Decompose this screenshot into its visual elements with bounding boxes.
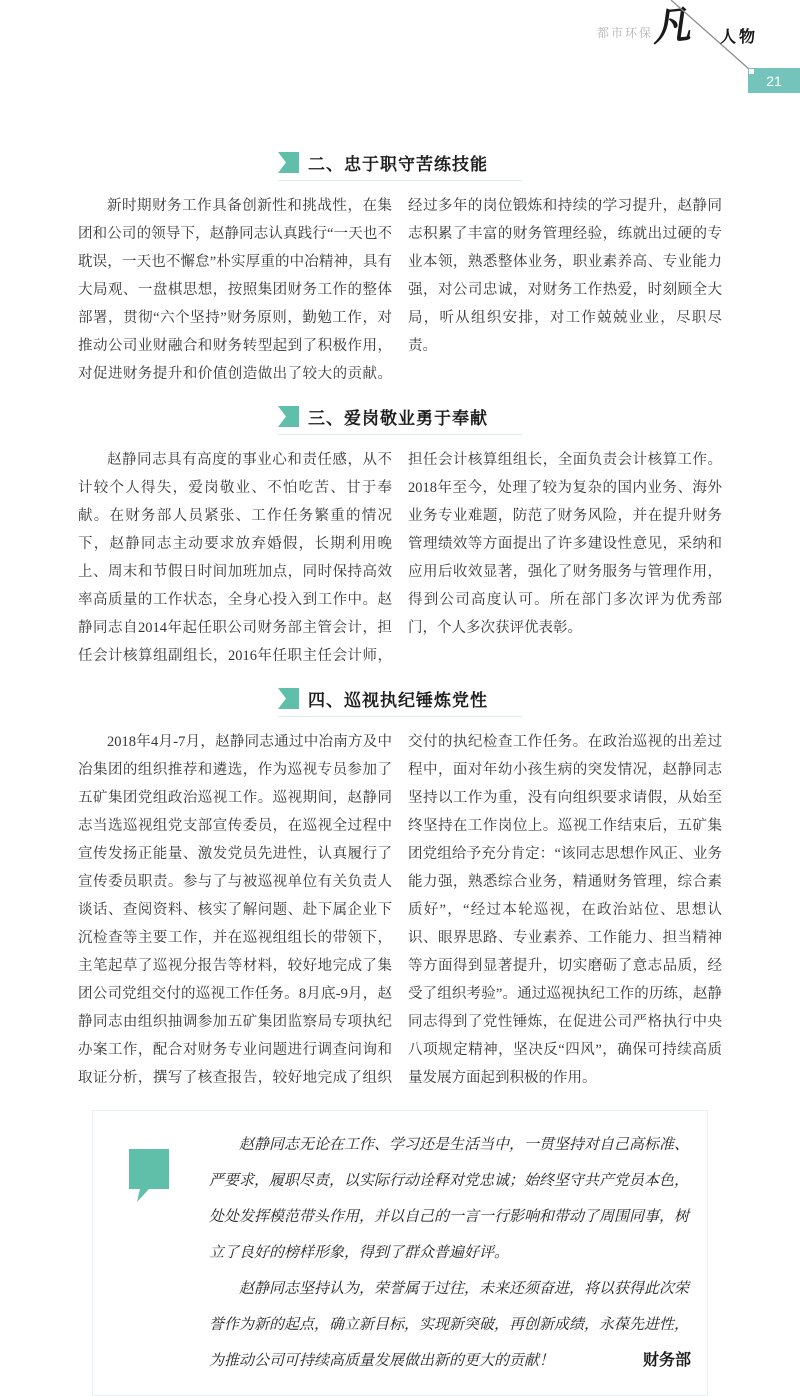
- heading-flag-icon: [278, 152, 299, 173]
- section-title: 四、巡视执纪锤炼党性: [308, 691, 488, 710]
- speech-bubble-icon: [129, 1149, 173, 1205]
- quote-signature: 财务部: [642, 1352, 691, 1369]
- quote-paragraph: 赵静同志坚持认为，荣誉属于过往，未来还须奋进，将以获得此次荣誉作为新的起点，确立新目标，实现新突破，再创新成绩，永葆先进性，为推动公司可持续高质量发展做出新的更大的贡献！: [209, 1281, 690, 1369]
- heading-flag-icon: [278, 406, 299, 427]
- section-heading: [278, 686, 522, 717]
- quote-paragraph: 赵静同志无论在工作、学习还是生活当中，一贯坚持对自己高标准、严要求，履职尽责，以实际行动诠释对党忠诚；始终坚守共产党员本色，处处发挥模范带头作用，并以自己的一言一行影响和带动了周围同事，树立了良好的榜样形象，得到了群众普遍好评。: [209, 1137, 690, 1261]
- section-paragraph: 新时期财务工作具备创新性和挑战性，在集团和公司的领导下，赵静同志认真践行“一天也不耽误，一天也不懈怠”朴实厚重的中冶精神，具有大局观、一盘棋思想，按照集团财务工作的整体部署，贯彻“六个坚持”财务原则，勤勉工作，对推动公司业财融合和财务转型起到了积极作用，对促进财务提升和价值创造做出了较大的贡献。经过多年的岗位锻炼和持续的学习提升，赵静同志积累了丰富的财务管理经验，练就出过硬的专业本领，熟悉整体业务，职业素养高、专业能力强，对公司忠诚，对财务工作热爱，时刻顾全大局，听从组织安排，对工作兢兢业业，尽职尽责。: [78, 198, 722, 382]
- section-heading: [278, 404, 522, 435]
- section-heading: [278, 150, 522, 181]
- page-header: [0, 0, 800, 100]
- section-text-columns: [78, 446, 722, 670]
- calligraphy-fan-glyph: 凡: [649, 4, 693, 50]
- section-paragraph: 赵静同志具有高度的事业心和责任感，从不计较个人得失，爱岗敬业、不怕吃苦、甘于奉献。在财务部人员紧张、工作任务繁重的情况下，赵静同志主动要求放弃婚假，长期利用晚上、周末和节假日时间加班加点，同时保持高效率高质量的工作状态，全身心投入到工作中。赵静同志自2014年起任职公司财务部主管会计，担任会计核算组副组长，2016年任职主任会计师，担任会计核算组组长，全面负责会计核算工作。2018年至今，处理了较为复杂的国内业务、海外业务专业难题，防范了财务风险，并在提升财务管理绩效等方面提出了许多建设性意见，采纳和应用后收效显著，强化了财务服务与管理作用，得到公司高度认可。所在部门多次评为优秀部门，个人多次获评优表彰。: [78, 452, 722, 664]
- page-number-tab: [748, 68, 800, 93]
- section-paragraph: 2018年4月-7月，赵静同志通过中冶南方及中冶集团的组织推荐和遴选，作为巡视专员参加了五矿集团党组政治巡视工作。巡视期间，赵静同志当选巡视组党支部宣传委员，在巡视全过程中宣传发扬正能量、激发党员先进性，认真履行了宣传委员职责。参与了与被巡视单位有关负责人谈话、查阅资料、核实了解问题、赴下属企业下沉检查等主要工作，并在巡视组组长的带领下，主笔起草了巡视分报告等材料，较好地完成了集团公司党组交付的巡视工作任务。8月底-9月，赵静同志由组织抽调参加五矿集团监察局专项执纪办案工作，配合对财务专业问题进行调查问询和取证分析，撰写了核查报告，较好地完成了组织交付的执纪检查工作任务。在政治巡视的出差过程中，面对年幼小孩生病的突发情况，赵静同志坚持以工作为重，没有向组织要求请假，从始至终坚持在工作岗位上。巡视工作结束后，五矿集团党组给予充分肯定：“该同志思想作风正、业务能力强，熟悉综合业务，精通财务管理，综合素质好”，“经过本轮巡视，在政治站位、思想认识、眼界思路、专业素养、工作能力、担当精神等方面得到显著提升，切实磨砺了意志品质，经受了组织考验”。通过巡视执纪工作的历练，赵静同志得到了党性锤炼，在促进公司严格执行中央八项规定精神，坚决反“四风”，确保可持续高质量发展方面起到积极的作用。: [78, 734, 722, 1086]
- quote-icon-column: [113, 1127, 209, 1379]
- section-title: 二、忠于职守苦练技能: [308, 155, 488, 174]
- closing-quote-box: [92, 1110, 708, 1396]
- magazine-name: 都市环保: [597, 26, 654, 40]
- section-text-columns: [78, 192, 722, 388]
- section-text-columns: [78, 728, 722, 1092]
- section-duty-skills: [78, 150, 722, 388]
- section-title: 三、爱岗敬业勇于奉献: [308, 409, 488, 428]
- page-tab-notch: [749, 69, 754, 74]
- heading-flag-icon: [278, 688, 299, 709]
- section-label: 人物: [720, 29, 759, 46]
- page-number: 21: [766, 72, 782, 89]
- article-body: [78, 150, 722, 1396]
- quote-text-column: [209, 1127, 697, 1379]
- section-inspection: [78, 686, 722, 1092]
- section-dedication: [78, 404, 722, 670]
